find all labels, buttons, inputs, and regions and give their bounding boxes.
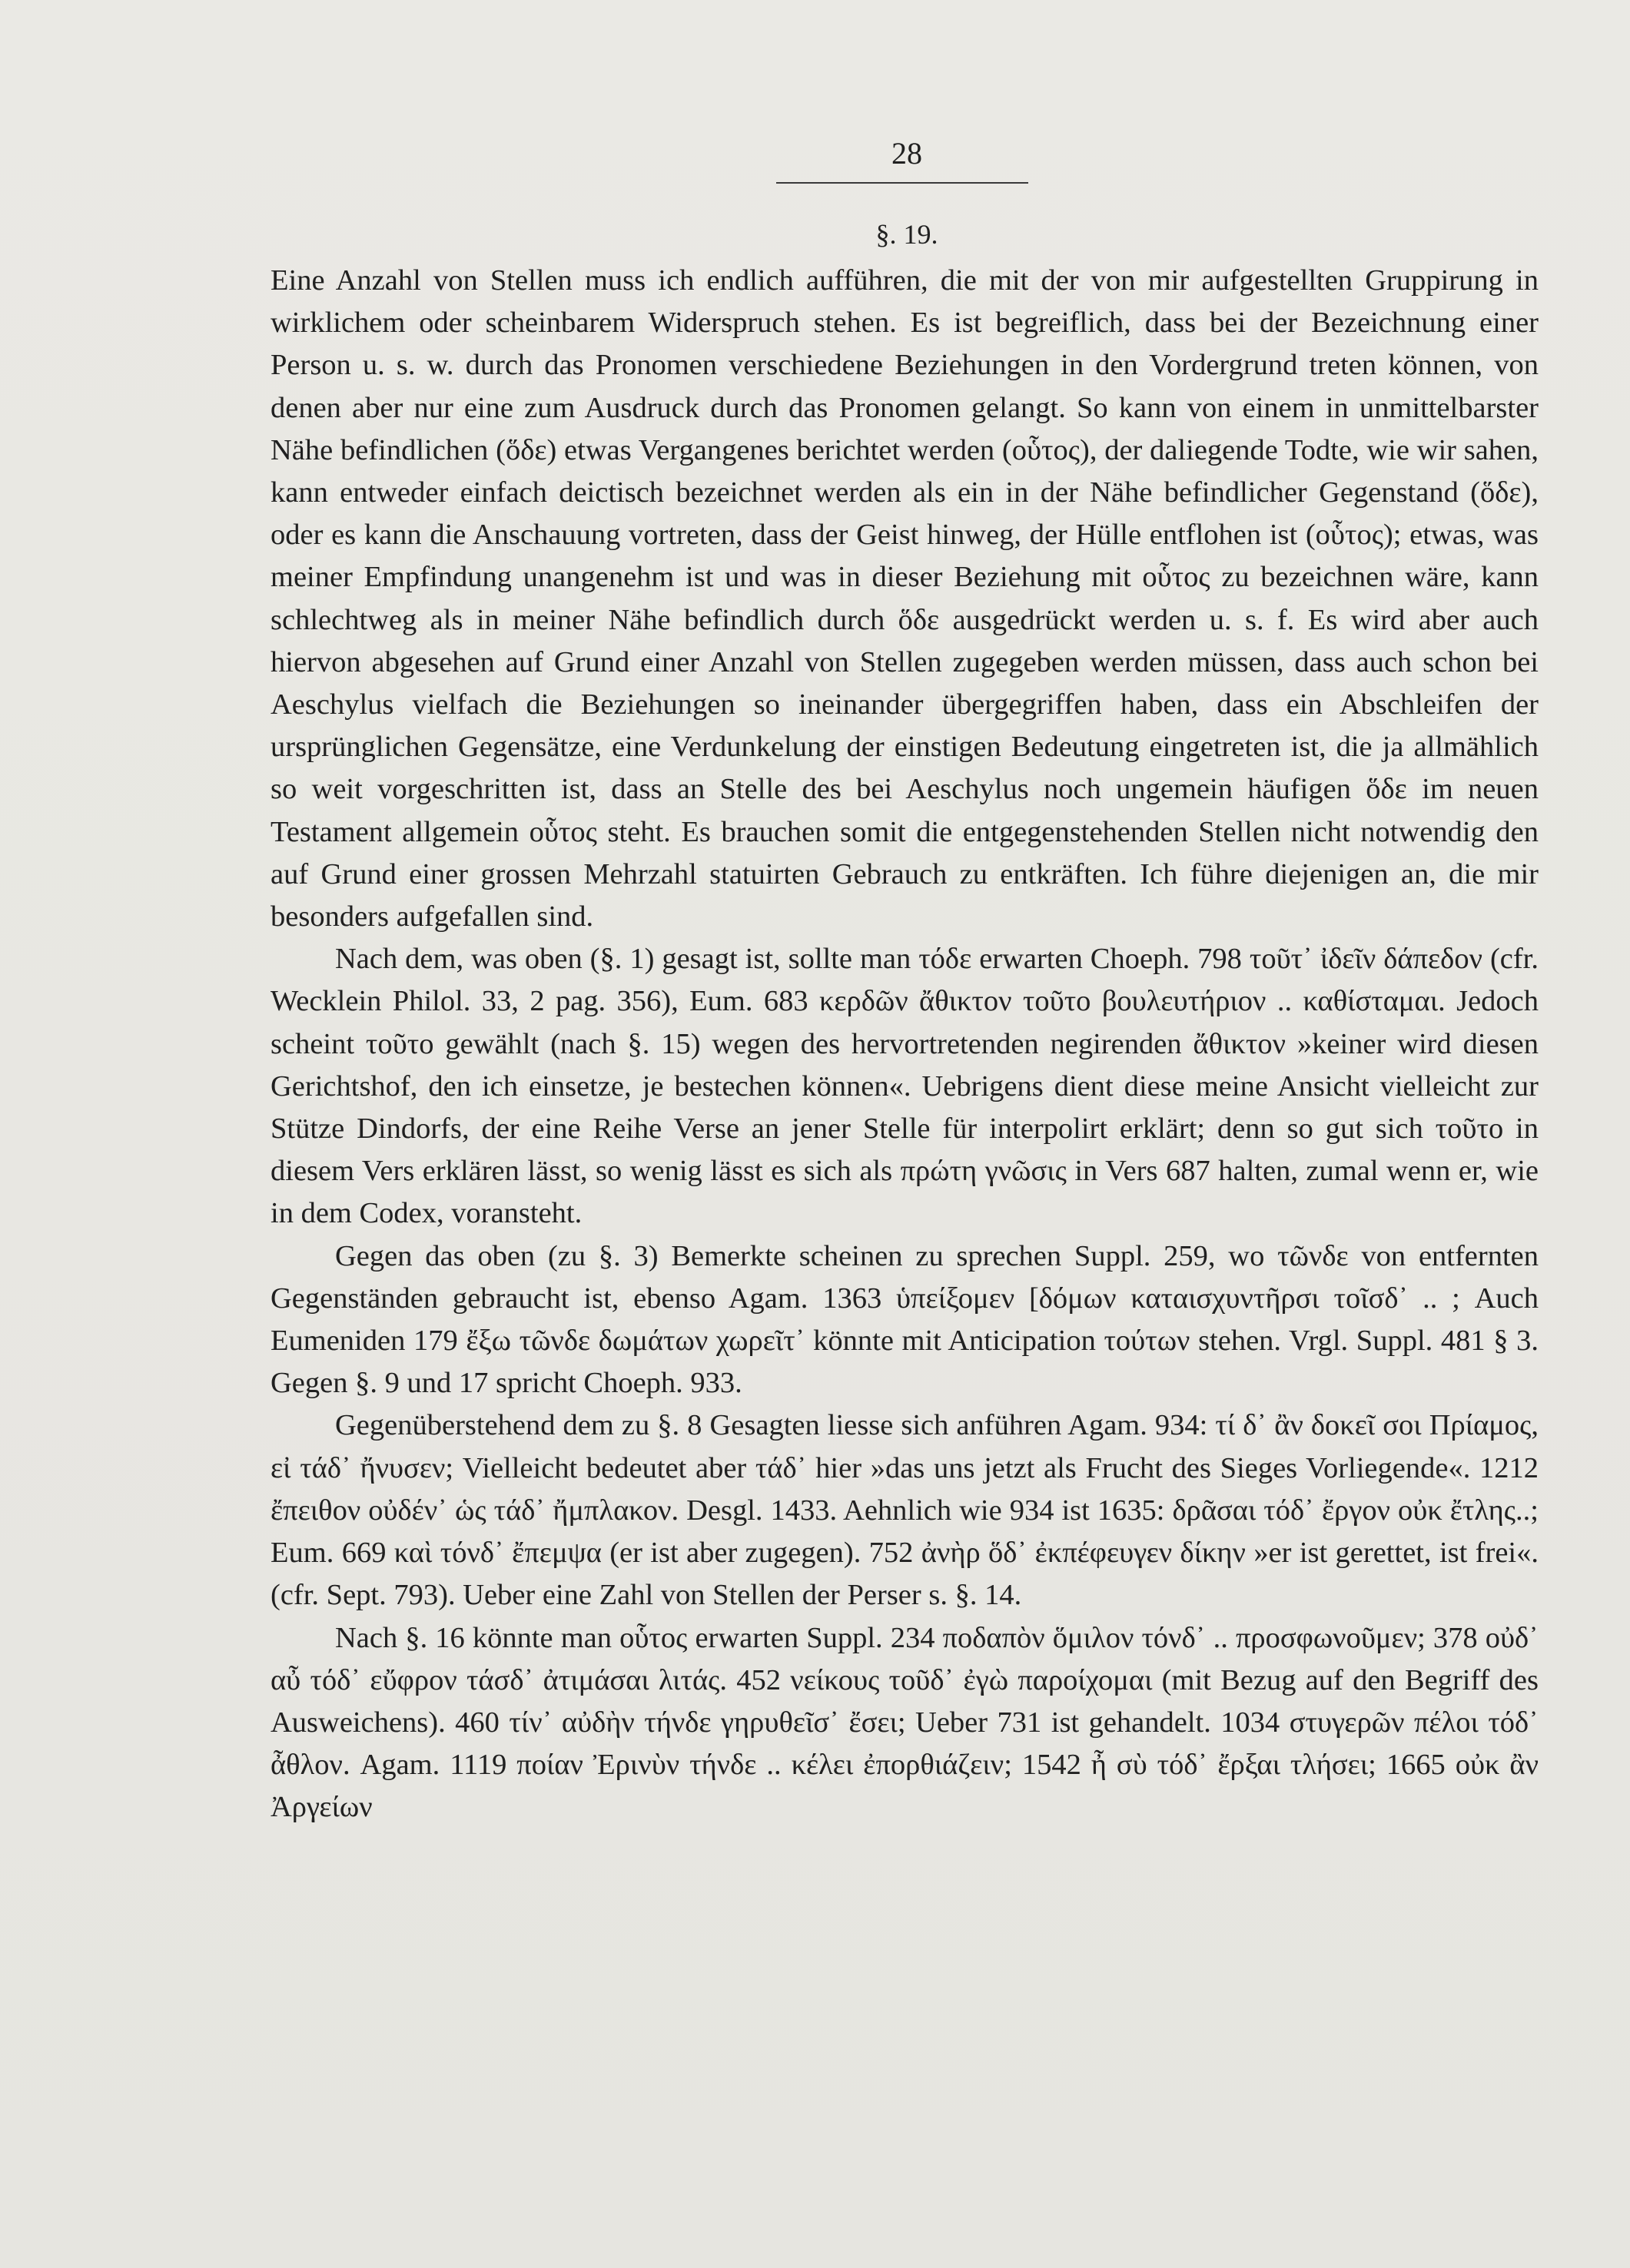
paragraph-5: Nach §. 16 könnte man οὗτος erwarten Suppl. 234 ποδαπὸν ὅμιλον τόνδ᾽ .. προσφωνοῦμεν; 378 οὐδ᾽ αὖ τόδ᾽ εὔφρον τάσδ᾽ ἀτιμάσαι λιτάς. 452 νείκους τοῦδ᾽ ἐγὼ παροίχομαι (mit Bezug auf den Begriff des Ausweichens). 460 τίν᾽ αὐδὴν τήνδε γηρυθεῖσ᾽ ἔσει; Ueber 731 ist gehandelt. 1034 στυγερῶν πέλοι τόδ᾽ ἆθλον. Agam. 1119 ποίαν Ἐρινὺν τήνδε .. κέλει ἐπορθιάζειν; 1542 ἦ σὺ τόδ᾽ ἔρξαι τλήσει; 1665 οὐκ ἂν Ἀργείων <box>271 1621 1539 1824</box>
header-rule <box>776 182 1028 184</box>
section-heading: §. 19. <box>875 219 938 250</box>
page-number: 28 <box>891 136 922 171</box>
body-text <box>271 260 1539 1829</box>
paragraph-2: Nach dem, was oben (§. 1) gesagt ist, sollte man τόδε erwarten Choeph. 798 τοῦτ᾽ ἰδεῖν δάπεδον (cfr. Wecklein Philol. 33, 2 pag. 356), Eum. 683 κερδῶν ἄθικτον τοῦτο βουλευτήριον .. καθίσταμαι. Jedoch scheint τοῦτο gewählt (nach §. 15) wegen des hervortretenden negirenden ἄθικτον »keiner wird diesen Gerichtshof, den ich einsetze, je bestechen können«. Uebrigens dient diese meine Ansicht vielleicht zur Stütze Dindorfs, der eine Reihe Verse an jener Stelle für interpolirt erklärt; denn so gut sich τοῦτο in diesem Vers erklären lässt, so wenig lässt es sich als πρώτη γνῶσις in Vers 687 halten, zumal wenn er, wie in dem Codex, voransteht. <box>271 943 1539 1230</box>
paragraph-3: Gegen das oben (zu §. 3) Bemerkte scheinen zu sprechen Suppl. 259, wo τῶνδε von entfernten Gegenständen gebraucht ist, ebenso Agam. 1363 ὑπείξομεν [δόμων καταισχυντῆρσι τοῖσδ᾽ .. ; Auch Eumeniden 179 ἔξω τῶνδε δωμάτων χωρεῖτ᾽ könnte mit Anticipation τούτων stehen. Vrgl. Suppl. 481 § 3. Gegen §. 9 und 17 spricht Choeph. 933. <box>271 1239 1539 1400</box>
paragraph-1: Eine Anzahl von Stellen muss ich endlich aufführen, die mit der von mir aufgestellten Gruppirung in wirklichem oder scheinbarem Widerspruch stehen. Es ist begreiflich, dass bei der Bezeichnung einer Person u. s. w. durch das Pronomen verschiedene Beziehungen in den Vordergrund treten können, von denen aber nur eine zum Ausdruck durch das Pronomen gelangt. So kann von einem in unmittelbarster Nähe befindlichen (ὅδε) etwas Vergangenes berichtet werden (οὗτος), der daliegende Todte, wie wir sahen, kann entweder einfach deictisch bezeichnet werden als ein in der Nähe befindlicher Gegenstand (ὅδε), oder es kann die Anschauung vortreten, dass der Geist hinweg, der Hülle entflohen ist (οὗτος); etwas, was meiner Empfindung unangenehm ist und was in dieser Beziehung mit οὗτος zu bezeichnen wäre, kann schlechtweg als in meiner Nähe befindlich durch ὅδε ausgedrückt werden u. s. f. Es wird aber auch hiervon abgesehen auf Grund einer Anzahl von Stellen zugegeben werden müssen, dass auch schon bei Aeschylus vielfach die Beziehungen so ineinander übergegriffen haben, dass ein Abschleifen der ursprünglichen Gegensätze, eine Verdunkelung der einstigen Bedeutung eingetreten ist, die ja allmählich so weit vorgeschritten ist, dass an Stelle des bei Aeschylus noch ungemein häufigen ὅδε im neuen Testament allgemein οὗτος steht. Es brauchen somit die entgegenstehenden Stellen nicht notwendig den auf Grund einer grossen Mehrzahl statuirten Gebrauch zu entkräften. Ich führe diejenigen an, die mir besonders aufgefallen sind. <box>271 264 1539 933</box>
paragraph-4: Gegenüberstehend dem zu §. 8 Gesagten liesse sich anführen Agam. 934: τί δ᾽ ἂν δοκεῖ σοι Πρίαμος, εἰ τάδ᾽ ἤνυσεν; Vielleicht bedeutet aber τάδ᾽ hier »das uns jetzt als Frucht des Sieges Vorliegende«. 1212 ἔπειθον οὐδέν᾽ ὡς τάδ᾽ ἤμπλακον. Desgl. 1433. Aehnlich wie 934 ist 1635: δρᾶσαι τόδ᾽ ἔργον οὐκ ἔτλης..; Eum. 669 καὶ τόνδ᾽ ἔπεμψα (er ist aber zugegen). 752 ἀνὴρ ὅδ᾽ ἐκπέφευγεν δίκην »er ist gerettet, ist frei«. (cfr. Sept. 793). Ueber eine Zahl von Stellen der Perser s. §. 14. <box>271 1409 1539 1612</box>
